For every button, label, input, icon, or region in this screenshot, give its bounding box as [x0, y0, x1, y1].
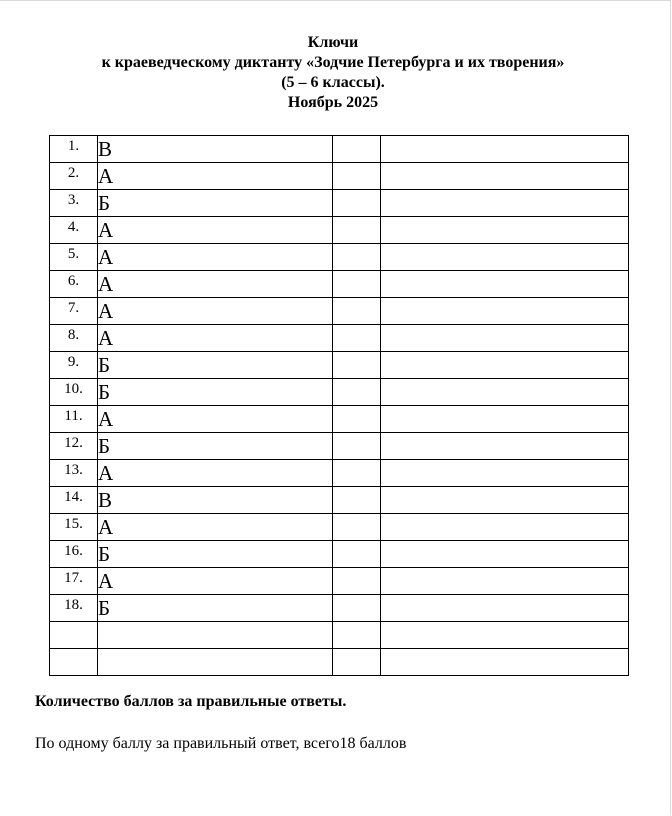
table-row	[50, 649, 629, 676]
question-number: 14.	[50, 487, 98, 514]
answer-letter: Б	[98, 595, 333, 622]
table-row	[50, 595, 629, 622]
title-line-3: (5 – 6 классы).	[281, 74, 385, 91]
table-row	[50, 541, 629, 568]
answer-letter: А	[98, 406, 333, 433]
empty-cell	[381, 217, 629, 244]
question-number: 9.	[50, 352, 98, 379]
empty-cell	[333, 298, 381, 325]
table-row	[50, 568, 629, 595]
empty-cell	[381, 541, 629, 568]
question-number: 6.	[50, 271, 98, 298]
answer-letter: А	[98, 271, 333, 298]
table-row	[50, 190, 629, 217]
empty-cell	[381, 325, 629, 352]
question-number: 17.	[50, 568, 98, 595]
empty-cell	[333, 433, 381, 460]
empty-cell	[333, 406, 381, 433]
question-number	[50, 622, 98, 649]
empty-cell	[333, 460, 381, 487]
answer-letter: В	[98, 487, 333, 514]
points-heading: Количество баллов за правильные ответы.	[35, 693, 347, 710]
answer-letter: А	[98, 298, 333, 325]
answer-letter: В	[98, 136, 333, 163]
empty-cell	[333, 568, 381, 595]
question-number: 11.	[50, 406, 98, 433]
question-number: 3.	[50, 190, 98, 217]
answer-letter	[98, 649, 333, 676]
question-number: 10.	[50, 379, 98, 406]
question-number: 15.	[50, 514, 98, 541]
empty-cell	[333, 622, 381, 649]
empty-cell	[381, 595, 629, 622]
empty-cell	[381, 136, 629, 163]
empty-cell	[381, 460, 629, 487]
answer-letter: А	[98, 217, 333, 244]
empty-cell	[381, 433, 629, 460]
empty-cell	[333, 595, 381, 622]
empty-cell	[381, 244, 629, 271]
answer-letter: Б	[98, 433, 333, 460]
question-number: 1.	[50, 136, 98, 163]
empty-cell	[333, 541, 381, 568]
answer-letter	[98, 622, 333, 649]
empty-cell	[381, 352, 629, 379]
answer-letter: Б	[98, 190, 333, 217]
table-row	[50, 433, 629, 460]
empty-cell	[333, 379, 381, 406]
empty-cell	[381, 298, 629, 325]
document-title	[0, 33, 666, 113]
title-line-4: Ноябрь 2025	[287, 94, 379, 111]
question-number: 2.	[50, 163, 98, 190]
empty-cell	[381, 163, 629, 190]
answer-letter: А	[98, 514, 333, 541]
empty-cell	[333, 325, 381, 352]
question-number: 18.	[50, 595, 98, 622]
question-number: 12.	[50, 433, 98, 460]
table-row	[50, 460, 629, 487]
empty-cell	[381, 487, 629, 514]
empty-cell	[333, 271, 381, 298]
table-row	[50, 352, 629, 379]
answer-key-table	[49, 135, 629, 676]
table-row	[50, 487, 629, 514]
answer-letter: Б	[98, 352, 333, 379]
empty-cell	[381, 379, 629, 406]
empty-cell	[381, 190, 629, 217]
title-line-2: к краеведческому диктанту «Зодчие Петербурга и их творения»	[101, 54, 565, 71]
empty-cell	[381, 514, 629, 541]
table-row	[50, 622, 629, 649]
table-row	[50, 514, 629, 541]
question-number: 4.	[50, 217, 98, 244]
question-number: 13.	[50, 460, 98, 487]
table-row	[50, 325, 629, 352]
answer-letter: А	[98, 568, 333, 595]
question-number: 7.	[50, 298, 98, 325]
answer-letter: Б	[98, 379, 333, 406]
empty-cell	[381, 568, 629, 595]
table-row	[50, 271, 629, 298]
empty-cell	[333, 352, 381, 379]
points-text: По одному баллу за правильный ответ, всего18 баллов	[35, 735, 407, 752]
answer-letter: А	[98, 460, 333, 487]
empty-cell	[333, 190, 381, 217]
table-row	[50, 244, 629, 271]
question-number: 8.	[50, 325, 98, 352]
question-number	[50, 649, 98, 676]
empty-cell	[333, 487, 381, 514]
table-row	[50, 406, 629, 433]
answer-letter: А	[98, 163, 333, 190]
empty-cell	[333, 649, 381, 676]
answer-letter: Б	[98, 541, 333, 568]
empty-cell	[381, 271, 629, 298]
empty-cell	[333, 136, 381, 163]
empty-cell	[333, 217, 381, 244]
answer-letter: А	[98, 325, 333, 352]
answer-letter: А	[98, 244, 333, 271]
table-row	[50, 379, 629, 406]
table-row	[50, 136, 629, 163]
empty-cell	[381, 622, 629, 649]
table-row	[50, 217, 629, 244]
empty-cell	[333, 244, 381, 271]
table-row	[50, 163, 629, 190]
empty-cell	[381, 406, 629, 433]
question-number: 5.	[50, 244, 98, 271]
empty-cell	[333, 514, 381, 541]
table-row	[50, 298, 629, 325]
empty-cell	[333, 163, 381, 190]
question-number: 16.	[50, 541, 98, 568]
title-line-1: Ключи	[307, 34, 359, 51]
empty-cell	[381, 649, 629, 676]
